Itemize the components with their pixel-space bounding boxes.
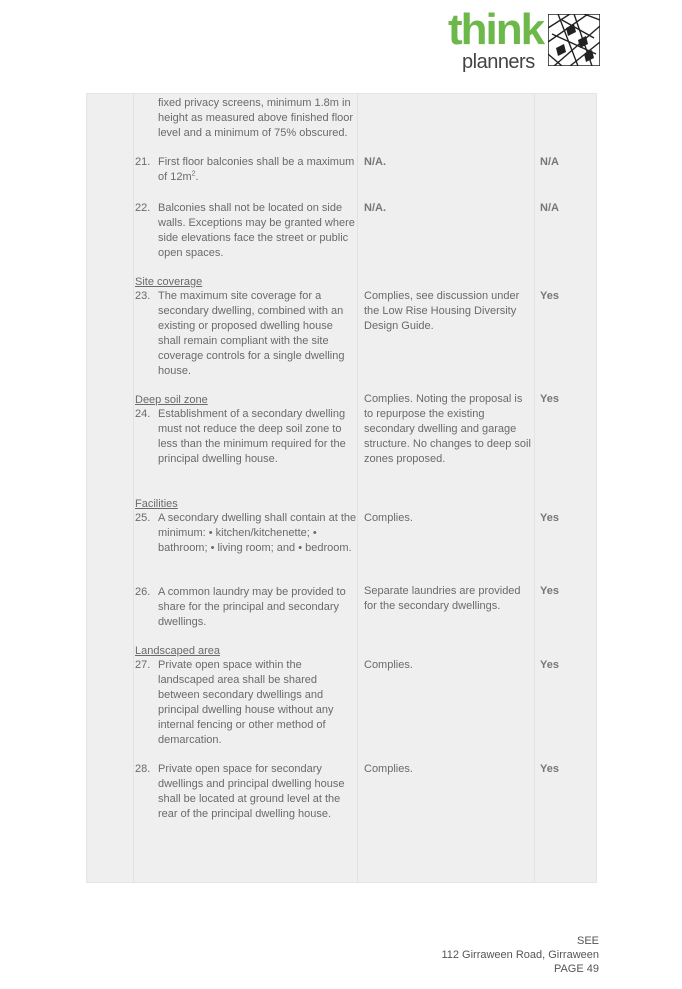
- footer-see: SEE: [576, 935, 599, 947]
- result-25: Yes: [540, 512, 559, 524]
- continuation-text: fixed privacy screens, minimum 1.8m in height as measured above finished floor level and a minimum of 75% obscured.: [158, 97, 354, 139]
- comment-25: Complies.: [364, 512, 413, 524]
- requirement-22: 22. Balconies shall not be located on side walls. Exceptions may be granted where side elevations face the street or public open spaces.: [135, 202, 355, 259]
- comment-26: Separate laundries are provided for the secondary dwellings.: [364, 585, 521, 612]
- result-27: Yes: [540, 659, 559, 671]
- requirement-27: 27. Private open space within the landscaped area shall be shared between secondary dwellings and principal dwelling house without any internal fencing or other method of demarcation.: [135, 659, 334, 746]
- comment-21: N/A.: [364, 156, 386, 168]
- heading-site-coverage: Site coverage: [135, 276, 203, 288]
- heading-facilities: Facilities: [135, 498, 178, 510]
- footer-address: 112 Girraween Road, Girraween: [441, 949, 599, 961]
- column-divider: [357, 94, 358, 882]
- result-23: Yes: [540, 290, 559, 302]
- requirement-26: 26. A common laundry may be provided to share for the principal and secondary dwellings.: [135, 586, 346, 628]
- column-divider: [534, 94, 535, 882]
- comment-27: Complies.: [364, 659, 413, 671]
- comment-22: N/A.: [364, 202, 386, 214]
- requirement-23: 23. The maximum site coverage for a secondary dwelling, combined with an existing or proposed dwelling house shall remain compliant with the site coverage controls for a single dwelling house.: [135, 290, 345, 377]
- logo-word-think: think: [448, 5, 544, 54]
- comment-24: Complies. Noting the proposal is to repurpose the existing secondary dwelling and garage structure. No changes to deep soil zones proposed.: [364, 393, 531, 465]
- result-28: Yes: [540, 763, 559, 775]
- comment-23: Complies, see discussion under the Low Rise Housing Diversity Design Guide.: [364, 290, 520, 332]
- footer-page-number: PAGE 49: [553, 963, 599, 975]
- result-26: Yes: [540, 585, 559, 597]
- page-footer: [441, 934, 599, 976]
- requirement-28: 28. Private open space for secondary dwellings and principal dwelling house shall be located at ground level at the rear of the principal dwelling house.: [135, 763, 345, 820]
- comment-28: Complies.: [364, 763, 413, 775]
- column-divider: [133, 94, 134, 882]
- requirement-21: 21. First floor balconies shall be a maximum of $12m^2$.: [135, 156, 355, 183]
- heading-landscaped-area: Landscaped area: [135, 645, 221, 657]
- heading-deep-soil-zone: Deep soil zone: [135, 394, 208, 406]
- requirement-24: 24. Establishment of a secondary dwelling must not reduce the deep soil zone to less than the minimum required for the principal dwelling house.: [135, 408, 346, 465]
- result-24: Yes: [540, 393, 559, 405]
- logo-word-planners: planners: [462, 51, 535, 73]
- logo-map-icon: [548, 14, 600, 66]
- think-planners-logo: [448, 5, 603, 73]
- result-21: N/A: [540, 156, 559, 168]
- requirement-25: 25. A secondary dwelling shall contain at the minimum: • kitchen/kitchenette; • bathroom; • living room; and • bedroom.: [135, 512, 357, 554]
- result-22: N/A: [540, 202, 559, 214]
